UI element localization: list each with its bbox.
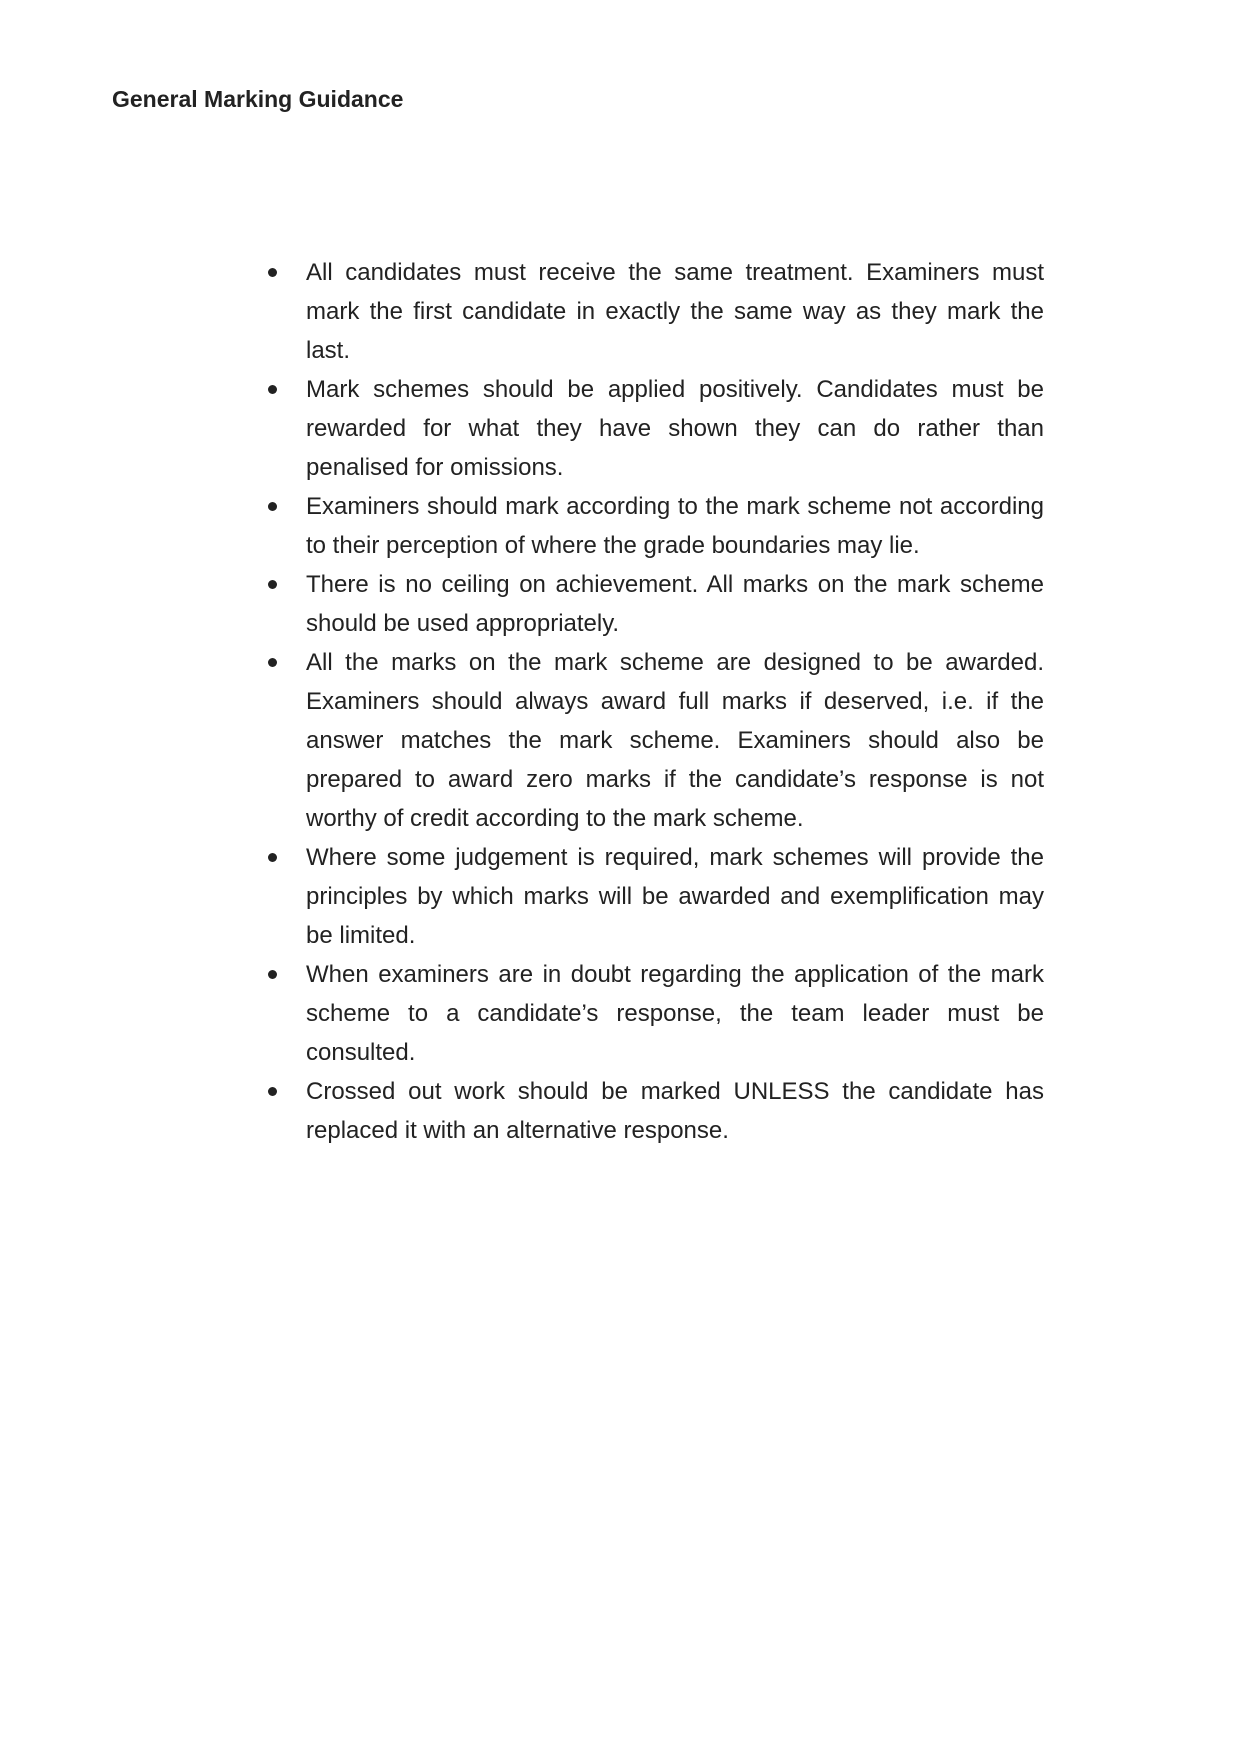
list-item-text: There is no ceiling on achievement. All marks on the mark scheme should be used appropriately. xyxy=(306,571,1044,637)
list-item xyxy=(262,643,1044,838)
list-item-text: Where some judgement is required, mark schemes will provide the principles by which marks will be awarded and exemplification may be limited. xyxy=(306,844,1044,949)
bullet-icon xyxy=(268,853,277,862)
list-item-text: All candidates must receive the same treatment. Examiners must mark the first candidate in exactly the same way as they mark the last. xyxy=(306,259,1044,364)
list-item xyxy=(262,838,1044,955)
guidance-list xyxy=(262,253,1044,1150)
list-item xyxy=(262,253,1044,370)
bullet-icon xyxy=(268,970,277,979)
list-item xyxy=(262,487,1044,565)
bullet-icon xyxy=(268,268,277,277)
list-item-text: Examiners should mark according to the mark scheme not according to their perception of where the grade boundaries may lie. xyxy=(306,493,1044,559)
list-item-text: Crossed out work should be marked UNLESS the candidate has replaced it with an alternative response. xyxy=(306,1078,1044,1144)
page-title: General Marking Guidance xyxy=(112,86,404,112)
bullet-icon xyxy=(268,580,277,589)
bullet-icon xyxy=(268,658,277,667)
bullet-icon xyxy=(268,502,277,511)
list-item xyxy=(262,370,1044,487)
list-item xyxy=(262,565,1044,643)
list-item-text: Mark schemes should be applied positively. Candidates must be rewarded for what they have shown they can do rather than penalised for omissions. xyxy=(306,376,1044,481)
bullet-icon xyxy=(268,385,277,394)
list-item xyxy=(262,955,1044,1072)
bullet-icon xyxy=(268,1087,277,1096)
list-item xyxy=(262,1072,1044,1150)
list-item-text: When examiners are in doubt regarding the application of the mark scheme to a candidate’s response, the team leader must be consulted. xyxy=(306,961,1044,1066)
list-item-text: All the marks on the mark scheme are designed to be awarded. Examiners should always award full marks if deserved, i.e. if the answer matches the mark scheme. Examiners should also be prepared to award zero marks if the candidate’s response is not worthy of credit according to the mark scheme. xyxy=(306,649,1044,832)
